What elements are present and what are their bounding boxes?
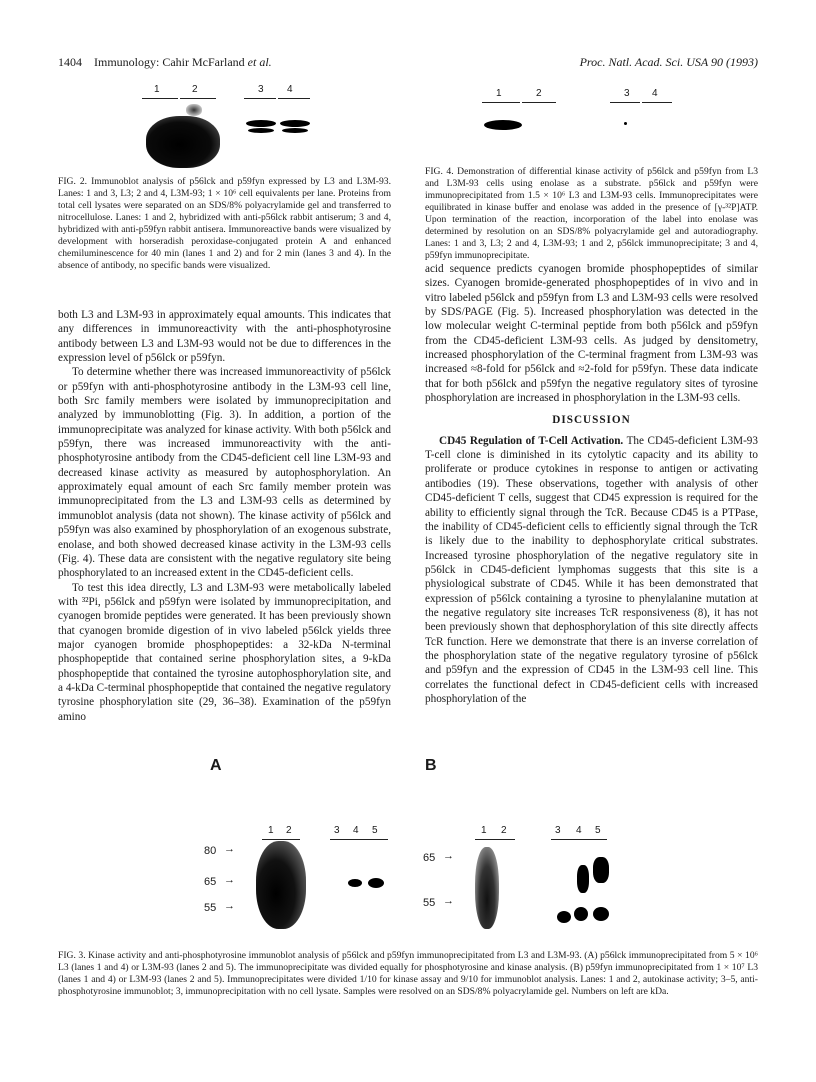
panel-label: A: [210, 757, 222, 774]
lane-underline: [142, 98, 178, 99]
gel-band: [246, 120, 276, 127]
page-number: 1404: [58, 55, 82, 69]
gel-band: [593, 857, 609, 883]
fig3b-lane-label: 1: [481, 825, 487, 836]
figure-3-panel-a: [190, 757, 410, 937]
lane-underline: [551, 839, 607, 840]
mw-arrow-icon: →: [443, 850, 454, 862]
body-paragraph: both L3 and L3M-93 in approximately equal amounts. This indicates that any differences in immunoreactivity with the anti-phosphotyrosine antibody between L3 and L3M-93 would not be due to differences in the expression level of p56lck or p59fyn.: [58, 309, 391, 365]
gel-band: [484, 120, 522, 130]
section-title: Immunology: Cahir McFarland: [94, 55, 248, 69]
fig2-lane-label: 3: [258, 84, 264, 95]
fig3b-lane-label: 3: [555, 825, 561, 836]
gel-band: [186, 104, 202, 116]
figure-4-gel: [470, 84, 700, 144]
gel-band: [282, 128, 308, 133]
gel-band: [593, 907, 609, 921]
body-paragraph: To determine whether there was increased immunoreactivity of p56lck or p59fyn with anti-phosphotyrosine antibody in the L3M-93 cell line, both Src family members were isolated by immunoprecipitation and analyzed by immunoblotting (Fig. 3). In addition, a portion of the immunoprecipitate was analyzed for kinase activity. With both p56lck and p59fyn, there was increased immunoreactivity with the anti-phosphotyrosine antibody from the CD45-deficient cell line L3M-93 and decreased kinase activity as measured by autophosphorylation. An approximately equal amount of each Src family member protein was immunoprecipitated from the L3 and L3M-93 cells as determined by immunoblot analysis (data not shown). The kinase activity of p56lck and p59fyn was also examined by phosphorylation of an exogenous substrate, enolase, and both showed decreased kinase activity in the L3M-93 cells (Fig. 4). These data are consistent with the negative regulatory site being phosphorylated to an increased extent in the CD45-deficient cells.: [58, 366, 391, 580]
fig2-lane-label: 1: [154, 84, 160, 95]
mw-arrow-icon: →: [443, 895, 454, 907]
gel-band: [475, 847, 499, 929]
section-heading-discussion: DISCUSSION: [552, 414, 631, 427]
panel-label: B: [425, 757, 437, 774]
fig3b-lane-label: 2: [501, 825, 507, 836]
journal-citation: Proc. Natl. Acad. Sci. USA 90 (1993): [579, 55, 758, 69]
fig4-lane-label: 3: [624, 88, 630, 99]
figure-4-caption: FIG. 4. Demonstration of differential kinase activity of p56lck and p59fyn from L3 and L3M-93 cells using enolase as a substrate. p56lck and p59fyn were immunoprecipitated from 1.5 × 10⁶ L3 and L3M-93 cells. Immunoprecipitates were equilibrated in kinase buffer and enolase was added in the presence of [γ-³²P]ATP. Upon termination of the reaction, incorporation of the label into enolase was determined by resolution on an SDS/8% polyacrylamide gel and autoradiography. Lanes: 1 and 3, L3; 2 and 4, L3M-93; 1 and 2, p56lck immunoprecipitate; 3 and 4, p59fyn immunoprecipitate.: [425, 166, 758, 261]
fig3a-lane-label: 5: [372, 825, 378, 836]
fig2-lane-label: 4: [287, 84, 293, 95]
fig3b-lane-label: 4: [576, 825, 582, 836]
gel-band: [624, 122, 627, 125]
lane-underline: [330, 839, 388, 840]
figure-3-caption: FIG. 3. Kinase activity and anti-phosphotyrosine immunoblot analysis of p56lck and p59fyn immunoprecipitated from L3 and L3M-93. (A) p56lck immunoprecipitated from 5 × 10⁶ L3 (lanes 1 and 4) or L3M-93 (lanes 2 and 5). The immunoprecipitate was divided equally for phosphotyrosine and kinase analysis. (B) p59fyn immunoprecipitated from 1 × 10⁷ L3 (lanes 1 and 4) or L3M-93 (lanes 2 and 5). Immunoprecipitates were divided 1/10 for kinase assay and 9/10 for immunoblot analysis. Lanes: 1 and 2, autokinase activity; 3–5, anti-phosphotyrosine immunoblot; 3, immunoprecipitation with no cell lysate. Samples were resolved on an SDS/8% polyacrylamide gel. Numbers on left are kDa.: [58, 950, 758, 997]
running-header-left: [58, 55, 272, 70]
lane-underline: [244, 98, 276, 99]
body-paragraph: [425, 434, 758, 707]
mw-arrow-icon: →: [224, 843, 235, 855]
lane-underline: [278, 98, 310, 99]
fig4-lane-label: 4: [652, 88, 658, 99]
fig4-lane-label: 2: [536, 88, 542, 99]
body-paragraph: To test this idea directly, L3 and L3M-93 were metabolically labeled with ³²Pi, p56lck and p59fyn were isolated by immunoprecipitation, and cyanogen bromide peptides were generated. It has been previously shown that cyanogen bromide digestion of in vivo labeled p56lck yields three major cyanogen bromide phosphopeptides: a 32-kDa N-terminal phosphopeptide that contained serine phosphorylation sites, a 9-kDa phosphopeptide that contained the tyrosine autophosphorylation site, and a 4-kDa C-terminal phosphopeptide that contained the negative regulatory tyrosine phosphorylation site (29, 36–38). Examination of the p59fyn amino: [58, 581, 391, 723]
figure-2-gel: [130, 84, 330, 168]
gel-band: [557, 911, 571, 923]
fig3a-lane-label: 3: [334, 825, 340, 836]
gel-band: [146, 116, 220, 168]
fig3a-lane-label: 4: [353, 825, 359, 836]
runin-heading: CD45 Regulation of T-Cell Activation.: [439, 434, 624, 447]
gel-band: [574, 907, 588, 921]
lane-underline: [610, 102, 640, 103]
gel-band: [368, 878, 384, 888]
fig3a-lane-label: 1: [268, 825, 274, 836]
fig3b-lane-label: 5: [595, 825, 601, 836]
gel-band: [280, 120, 310, 127]
figure-2-caption: FIG. 2. Immunoblot analysis of p56lck and p59fyn expressed by L3 and L3M-93. Lanes: 1 and 3, L3; 2 and 4, L3M-93; 1 × 10⁶ cell equivalents per lane. Proteins from total cell lysates were separated on an SDS/8% polyacrylamide gel and transferred to nitrocellulose. Lanes: 1 and 2, hybridized with anti-p56lck rabbit antiserum; 3 and 4, hybridized with anti-p59fyn rabbit antisera. Immunoreactive bands were visualized by development with horseradish peroxidase-conjugated protein A and enhanced chemiluminescence for 40 min (lanes 1 and 2) and for 2 min (lanes 3 and 4). In the absence of antibody, no specific bands were visualized.: [58, 176, 391, 271]
body-paragraph: acid sequence predicts cyanogen bromide phosphopeptides of similar sizes. Cyanogen bromide-generated phosphopeptides of in vivo and in vitro labeled p56lck and p59fyn from L3 and L3M-93 cells were resolved by SDS/PAGE (Fig. 5). Increased phosphorylation was detected in the low molecular weight C-terminal peptide from both p56lck and p59fyn from the CD45-deficient L3M-93 cells. As judged by densitometry, increased phosphorylation of the C-terminal fragment from L3M-93 was increased ≈8-fold for p56lck and ≈2-fold for p59fyn. These data indicate that for both p56lck and p59fyn the negative regulatory sites of tyrosine phosphorylation are increased in phosphorylation in the L3M-93 cells.: [425, 263, 758, 405]
fig2-lane-label: 2: [192, 84, 198, 95]
gel-band: [577, 865, 589, 893]
mw-arrow-icon: →: [224, 874, 235, 886]
mw-arrow-icon: →: [224, 900, 235, 912]
mw-marker-label: 55: [423, 897, 436, 909]
lane-underline: [642, 102, 672, 103]
right-text-column: [425, 262, 758, 706]
lane-underline: [482, 102, 520, 103]
mw-marker-label: 80: [204, 845, 217, 857]
gel-band: [248, 128, 274, 133]
lane-underline: [475, 839, 515, 840]
lane-underline: [522, 102, 556, 103]
lane-underline: [180, 98, 216, 99]
fig4-lane-label: 1: [496, 88, 502, 99]
left-text-column: [58, 308, 391, 724]
author-etal: et al.: [247, 55, 272, 69]
fig3a-lane-label: 2: [286, 825, 292, 836]
discussion-text: The CD45-deficient L3M-93 T-cell clone is diminished in its cytolytic capacity and its ability to proliferate or produce cytokines in response to antigen or activating antibodies (19). These observations, together with analysis of other CD45-deficient T cells, suggest that CD45 expression is required for the ability to efficiently signal through the TcR. Because CD45 is a PTPase, the inability of CD45-deficient cells to efficiently signal through the TcR is likely due to the inability to dephosphorylate critical substrates. Increased tyrosine phosphorylation of the negative regulatory site in p56lck in CD45-deficient lymphomas suggests that this site is a physiological substrate of CD45. While it has been demonstrated that expression of p56lck containing a tyrosine to phenylalanine mutation at the negative regulatory site increases TcR responsiveness (8), it has not been previously shown that dephosphorylation of this site directly affects TcR function. Here we demonstrate that there is an inverse correlation of the phosphorylation state of the negative regulatory tyrosine of p56lck and p59fyn and the expression of CD45 in the L3M-93 cell line. This correlates the functional defect in CD45-deficient cells with increased phosphorylation of the: [425, 434, 758, 705]
mw-marker-label: 65: [423, 852, 436, 864]
lane-underline: [262, 839, 300, 840]
mw-marker-label: 65: [204, 876, 217, 888]
gel-band: [256, 841, 306, 929]
figure-3-panel-b: [415, 757, 635, 937]
mw-marker-label: 55: [204, 902, 217, 914]
gel-band: [348, 879, 362, 887]
